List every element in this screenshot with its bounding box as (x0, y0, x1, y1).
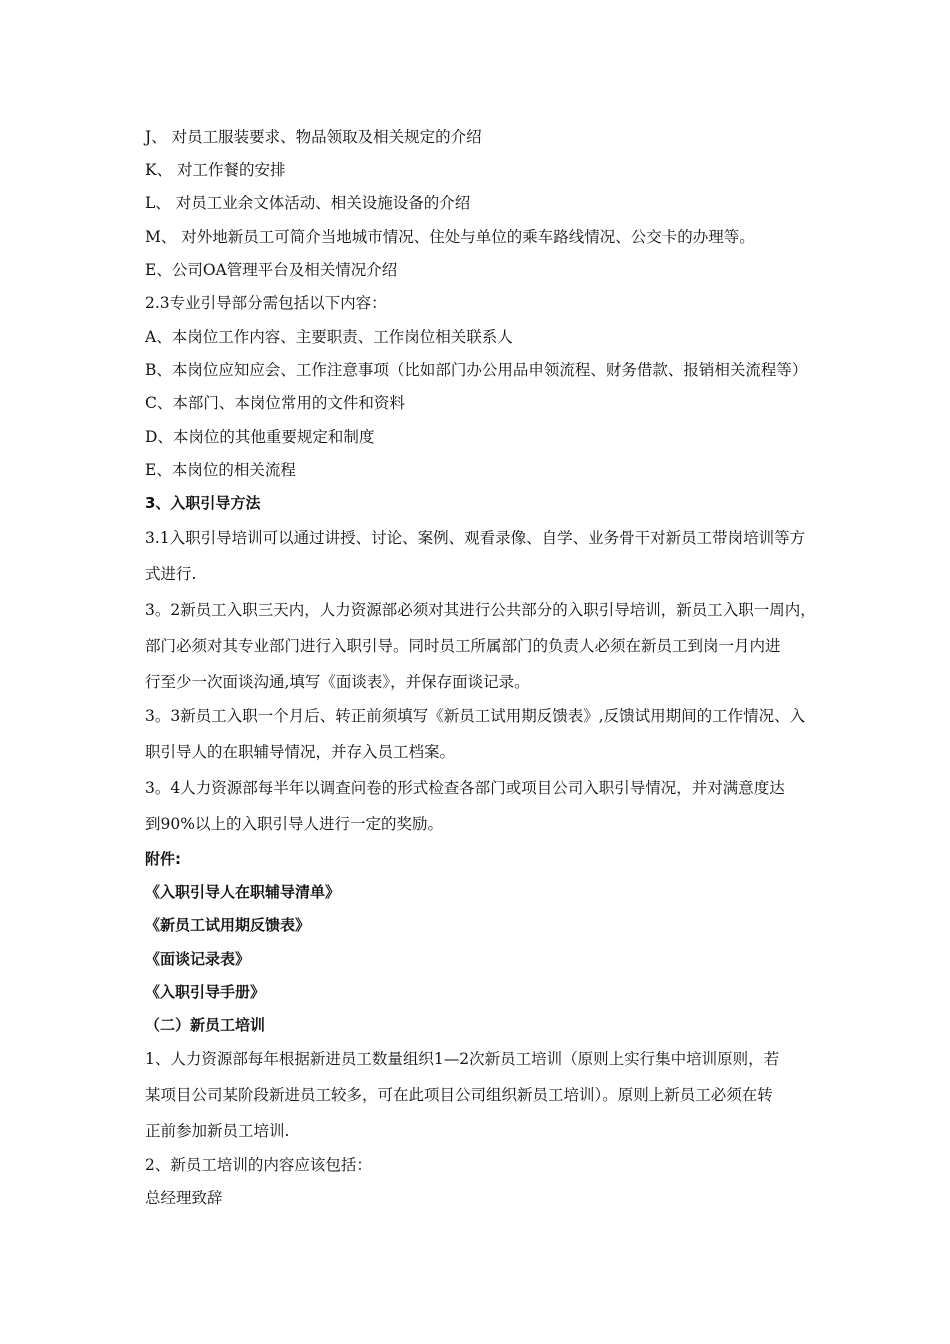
section-heading-3: 3、入职引导方法 (145, 494, 261, 512)
paragraph-training-1-line3: 正前参加新员工培训. (145, 1122, 290, 1140)
list-item-d: D、本岗位的其他重要规定和制度 (145, 428, 375, 446)
section-heading-2-3: 2.3专业引导部分需包括以下内容： (145, 294, 387, 312)
list-item-k: K、 对工作餐的安排 (145, 161, 286, 179)
attachment-item: 《入职引导人在职辅导清单》 (145, 883, 341, 901)
list-item-l: L、 对员工业余文体活动、相关设施设备的介绍 (145, 194, 471, 212)
paragraph-3-2-line2: 部门必须对其专业部门进行入职引导。同时员工所属部门的负责人必须在新员工到岗一月内进 (145, 637, 781, 655)
list-item-b: B、本岗位应知应会、工作注意事项（比如部门办公用品申领流程、财务借款、报销相关流程等） (145, 361, 808, 379)
paragraph-3-1-line1: 3.1入职引导培训可以通过讲授、讨论、案例、观看录像、自学、业务骨干对新员工带岗培训等方 (145, 529, 806, 547)
paragraph-3-2-line3: 行至少一次面谈沟通,填写《面谈表》，并保存面谈记录。 (145, 673, 530, 691)
paragraph-training-1-line1: 1、人力资源部每年根据新进员工数量组织1—2次新员工培训（原则上实行集中培训原则，若 (145, 1050, 780, 1068)
list-item-m: M、 对外地新员工可简介当地城市情况、住处与单位的乘车路线情况、公交卡的办理等。 (145, 228, 755, 246)
section-heading-new-employee-training: （二）新员工培训 (145, 1016, 266, 1034)
paragraph-3-1-line2: 式进行. (145, 565, 197, 583)
paragraph-3-3-line1: 3。3新员工入职一个月后、转正前须填写《新员工试用期反馈表》,反馈试用期间的工作情况、入 (145, 707, 806, 725)
attachment-item: 《新员工试用期反馈表》 (145, 916, 311, 934)
paragraph-training-1-line2: 某项目公司某阶段新进员工较多，可在此项目公司组织新员工培训）。原则上新员工必须在转 (145, 1086, 773, 1104)
paragraph-3-2-line1: 3。2新员工入职三天内，人力资源部必须对其进行公共部分的入职引导培训，新员工入职一周内， (145, 601, 816, 619)
list-item-c: C、本部门、本岗位常用的文件和资料 (145, 394, 405, 412)
attachment-item: 《入职引导手册》 (145, 983, 266, 1001)
paragraph-3-4-line1: 3。4人力资源部每半年以调查问卷的形式检查各部门或项目公司入职引导情况，并对满意度达 (145, 779, 785, 797)
list-item-j: J、 对员工服装要求、物品领取及相关规定的介绍 (145, 128, 482, 146)
list-item-a: A、本岗位工作内容、主要职责、工作岗位相关联系人 (145, 328, 513, 346)
attachments-heading: 附件: (145, 850, 181, 868)
list-item-e-oa: E、公司OA管理平台及相关情况介绍 (145, 261, 398, 279)
paragraph-training-2: 2、新员工培训的内容应该包括： (145, 1156, 372, 1174)
paragraph-3-3-line2: 职引导人的在职辅导情况，并存入员工档案。 (145, 743, 456, 761)
training-item-gm-speech: 总经理致辞 (145, 1189, 223, 1207)
attachment-item: 《面谈记录表》 (145, 950, 251, 968)
paragraph-3-4-line2: 到90%以上的入职引导人进行一定的奖励。 (145, 815, 443, 833)
list-item-e-process: E、本岗位的相关流程 (145, 461, 296, 479)
